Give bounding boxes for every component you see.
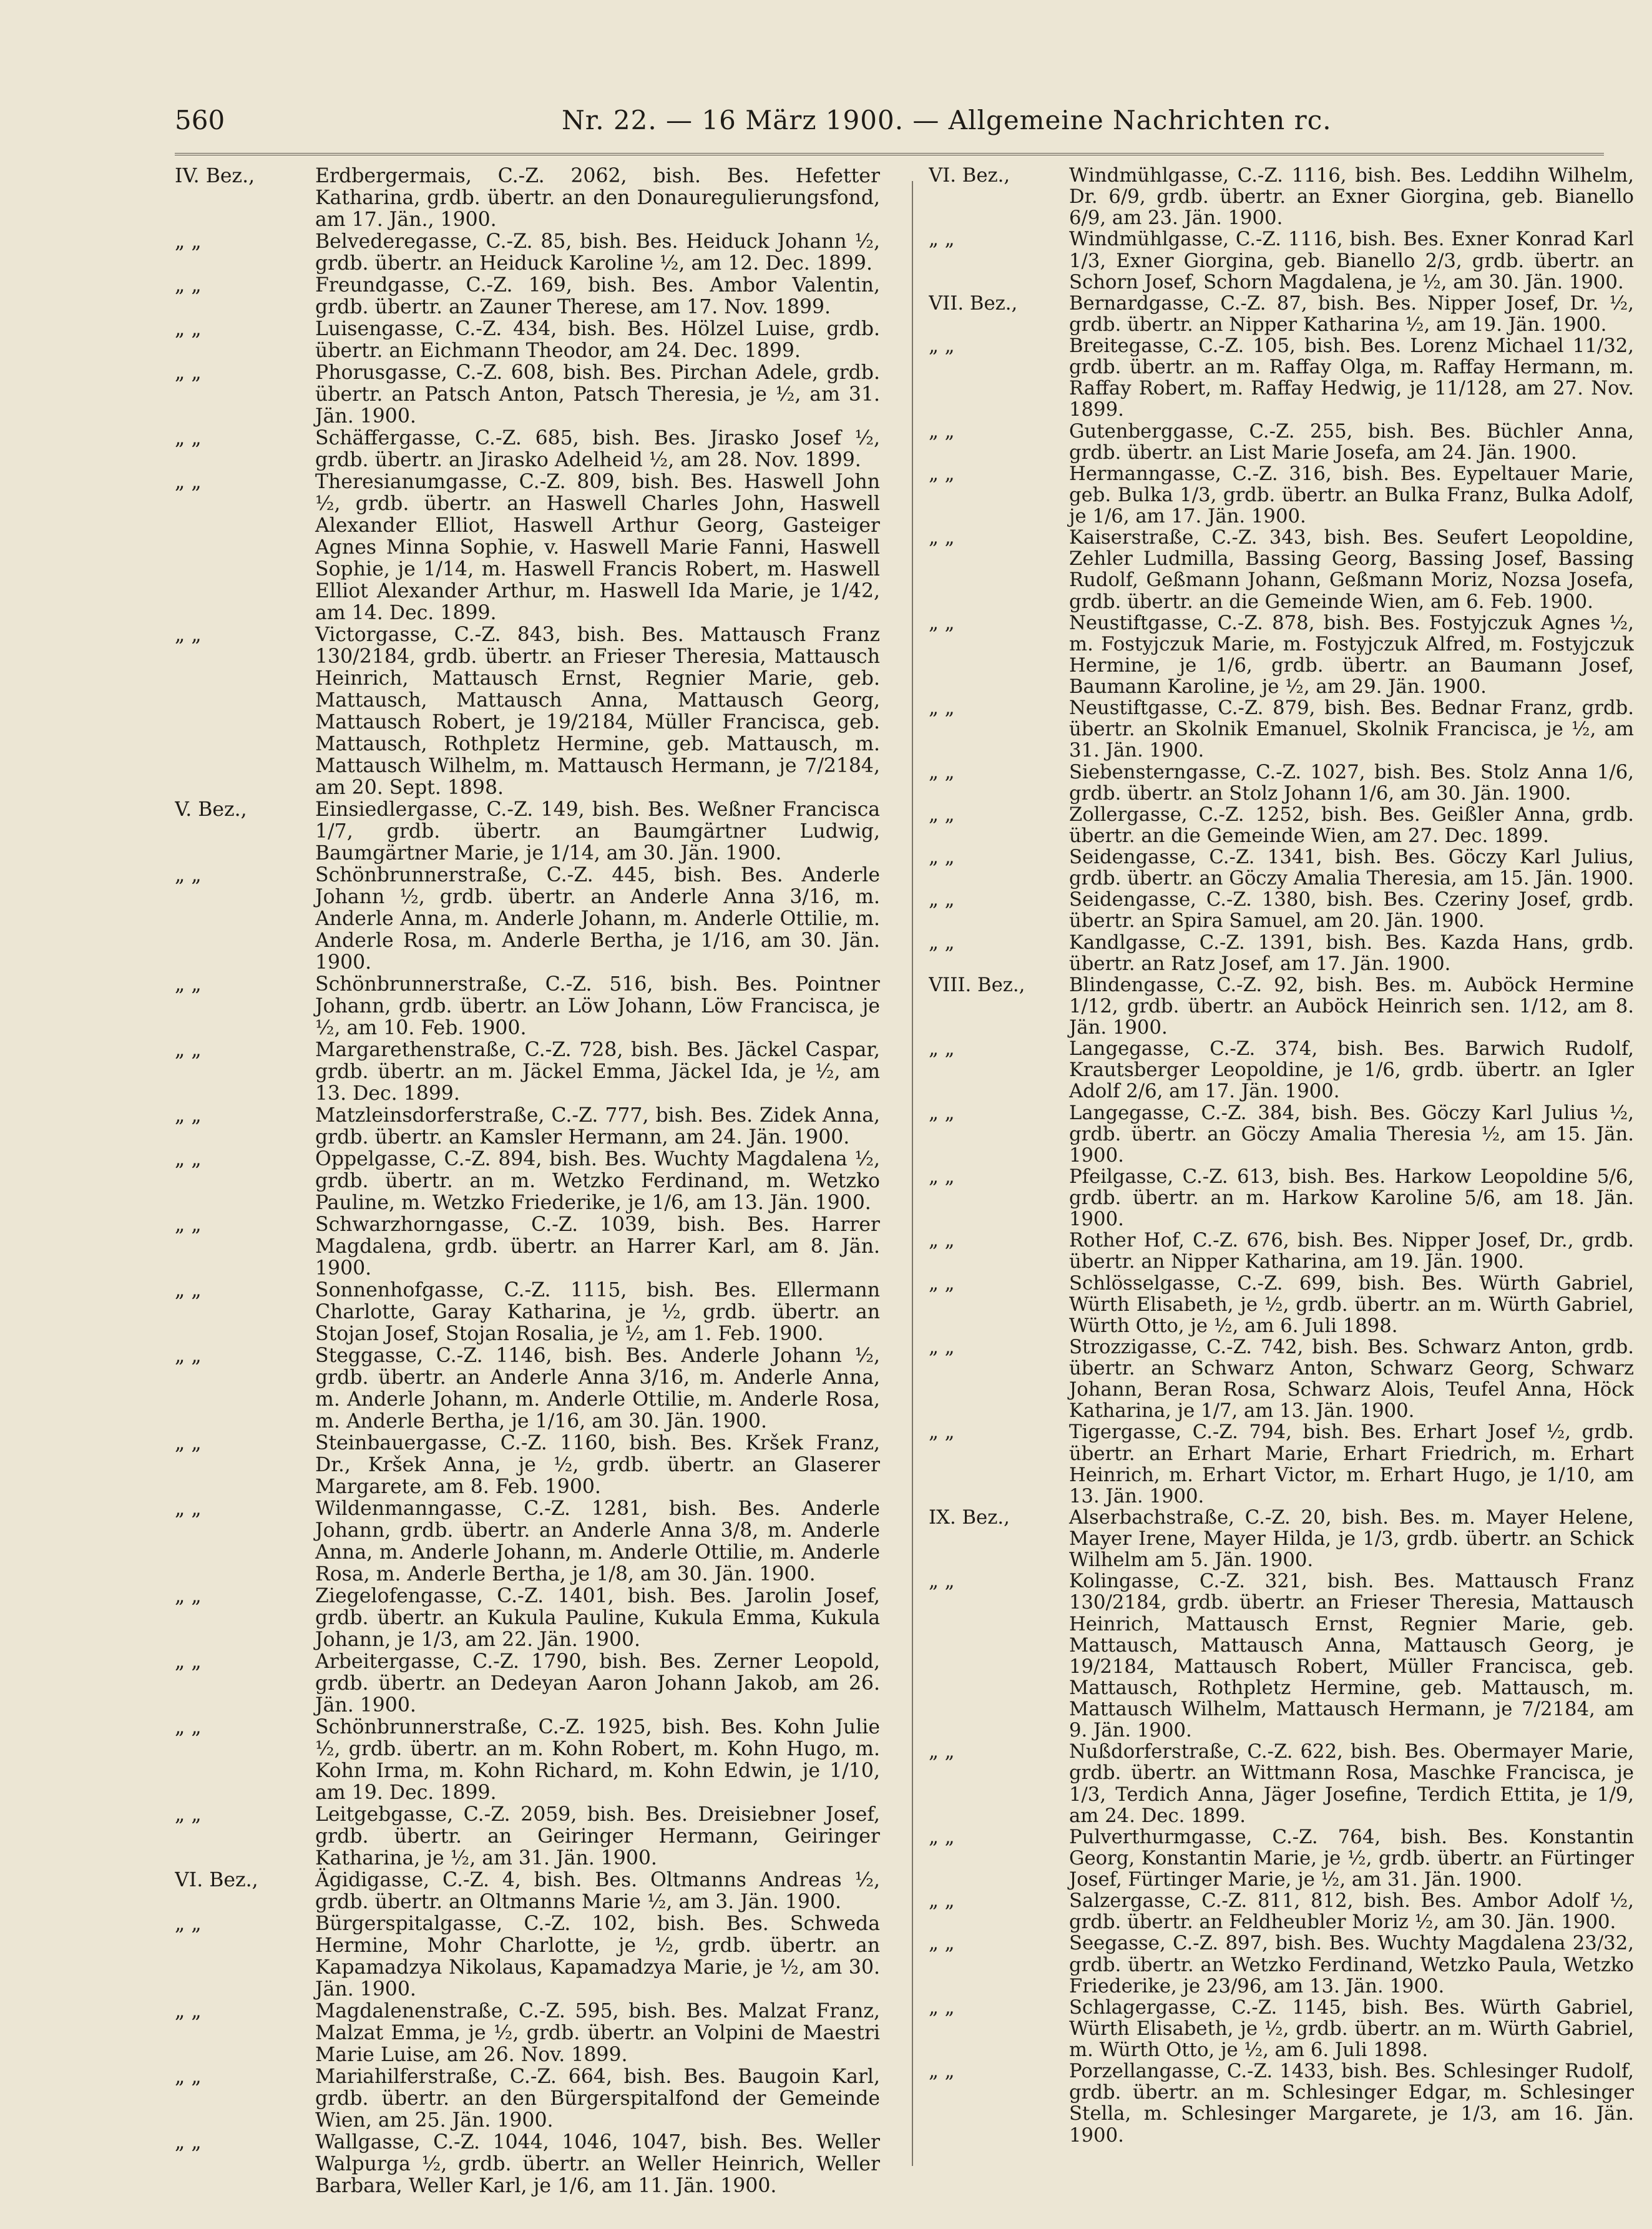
register-entry xyxy=(175,428,880,471)
entry-text: Magdalenenstraße, C.-Z. 595, bish. Bes. Malzat Franz, Malzat Emma, je ½, grdb. übertr. an Volpini de Maestri Marie Luise, am 26. Nov. 1899. xyxy=(315,2000,880,2066)
register-entry xyxy=(175,275,880,318)
district-marker: „ „ xyxy=(175,1279,202,1301)
district-marker: „ „ xyxy=(929,1038,955,1061)
district-marker: „ „ xyxy=(929,1165,955,1188)
district-marker: „ „ xyxy=(929,1421,955,1444)
register-entry xyxy=(929,1571,1634,1742)
register-entry xyxy=(175,1214,880,1280)
entry-text: Schäffergasse, C.-Z. 685, bish. Bes. Jirasko Josef ½, grdb. übertr. an Jirasko Adelheid ½, am 28. Nov. 1899. xyxy=(315,427,880,471)
district-marker: „ „ xyxy=(929,527,955,549)
entry-text: Seidengasse, C.-Z. 1380, bish. Bes. Czeriny Josef, grdb. übertr. an Spira Samuel, am 20. Jän. 1900. xyxy=(1069,889,1634,933)
district-marker: „ „ xyxy=(929,335,955,357)
register-entry xyxy=(929,1337,1634,1423)
district-marker: „ „ xyxy=(175,1585,202,1607)
entry-text: Victorgasse, C.-Z. 843, bish. Bes. Mattausch Franz 130/2184, grdb. übertr. an Frieser Theresia, Mattausch Heinrich, Mattausch Ernst, Regnier Marie, geb. Mattausch, Mattausch Anna, Mattausch Georg, Mattausch Robert, je 19/2184, Müller Francisca, geb. Mattausch, Rothpletz Hermine, geb. Mattausch, m. Mattausch Wilhelm, m. Mattausch Hermann, je 7/2184, am 20. Sept. 1898. xyxy=(315,624,880,799)
register-entry xyxy=(175,1105,880,1149)
entry-text: Erdbergermais, C.-Z. 2062, bish. Bes. Hefetter Katharina, grdb. übertr. an den Donauregulierungsfond, am 17. Jän., 1900. xyxy=(315,165,880,231)
entry-text: Tigergasse, C.-Z. 794, bish. Bes. Erhart Josef ½, grdb. übertr. an Erhart Marie, Erhart Friedrich, m. Erhart Heinrich, m. Erhart Victor, m. Erhart Hugo, je 1/10, am 13. Jän. 1900. xyxy=(1069,1421,1634,1507)
entry-text: Leitgebgasse, C.-Z. 2059, bish. Bes. Dreisiebner Josef, grdb. übertr. an Geiringer Hermann, Geiringer Katharina, je ½, am 31. Jän. 1900. xyxy=(315,1803,880,1869)
entry-text: Ägidigasse, C.-Z. 4, bish. Bes. Oltmanns Andreas ½, grdb. übertr. an Oltmanns Marie ½, am 3. Jän. 1900. xyxy=(315,1869,880,1913)
register-entry xyxy=(175,318,880,362)
entry-text: Luisengasse, C.-Z. 434, bish. Bes. Hölzel Luise, grdb. übertr. an Eichmann Theodor, am 24. Dec. 1899. xyxy=(315,318,880,362)
register-entry xyxy=(175,1039,880,1105)
district-marker: „ „ xyxy=(175,864,202,886)
register-entry xyxy=(175,1345,880,1433)
page-number: 560 xyxy=(175,105,225,135)
district-marker: „ „ xyxy=(929,1741,955,1763)
page-header xyxy=(175,94,1604,137)
district-marker: „ „ xyxy=(175,1913,202,1935)
district-marker: „ „ xyxy=(929,1102,955,1124)
district-marker: „ „ xyxy=(175,1039,202,1061)
register-entry xyxy=(929,1273,1634,1337)
register-entry xyxy=(929,1507,1634,1571)
district-marker: VI. Bez., xyxy=(929,165,1010,187)
register-entry xyxy=(929,1167,1634,1230)
header-rule xyxy=(175,153,1604,155)
entry-text: Porzellangasse, C.-Z. 1433, bish. Bes. Schlesinger Rudolf, grdb. übertr. an m. Schlesinger Edgar, m. Schlesinger Stella, m. Schlesinger Margarete, je 1/3, am 16. Jän. 1900. xyxy=(1069,2060,1634,2147)
district-marker: „ „ xyxy=(929,1890,955,1913)
register-entry xyxy=(929,1891,1634,1933)
register-entry xyxy=(929,527,1634,613)
register-entry xyxy=(175,1717,880,1804)
register-entry xyxy=(929,1103,1634,1167)
entry-text: Salzergasse, C.-Z. 811, 812, bish. Bes. Ambor Adolf ½, grdb. übertr. an Feldheubler Moriz ½, am 30. Jän. 1900. xyxy=(1069,1890,1634,1934)
entry-text: Kolingasse, C.-Z. 321, bish. Bes. Mattausch Franz 130/2184, grdb. übertr. an Frieser Theresia, Mattausch Heinrich, Mattausch Ernst, Regnier Marie, geb. Mattausch, Mattausch Anna, Mattausch Georg, je 19/2184, Mattausch Robert, Müller Francisca, geb. Mattausch, Rothpletz Hermine, geb. Mattausch, m. Mattausch Wilhelm, Mattausch Hermann, je 7/2184, am 9. Jän. 1900. xyxy=(1069,1570,1634,1742)
entry-text: Windmühlgasse, C.-Z. 1116, bish. Bes. Exner Konrad Karl 1/3, Exner Giorgina, geb. Bianello 2/3, grdb. übertr. an Schorn Josef, Schorn Magdalena, je ½, am 30. Jän. 1900. xyxy=(1069,228,1634,293)
register-entry xyxy=(175,2066,880,2132)
district-marker: „ „ xyxy=(929,612,955,634)
register-entry xyxy=(929,933,1634,975)
register-entry xyxy=(175,865,880,974)
district-marker: „ „ xyxy=(929,803,955,826)
district-marker: „ „ xyxy=(175,2131,202,2153)
entry-text: Hermanngasse, C.-Z. 316, bish. Bes. Eypeltauer Marie, geb. Bulka 1/3, grdb. übertr. an Bulka Franz, Bulka Adolf, je 1/6, am 17. Jän. 1900. xyxy=(1069,463,1634,527)
register-entry xyxy=(175,1651,880,1717)
register-entry xyxy=(929,1230,1634,1273)
register-entry xyxy=(175,362,880,428)
entry-text: Theresianumgasse, C.-Z. 809, bish. Bes. Haswell John ½, grdb. übertr. an Haswell Charles John, Haswell Alexander Elliot, Haswell Arthur Georg, Gasteiger Agnes Minna Sophie, v. Haswell Marie Fanni, Haswell Sophie, je 1/14, m. Haswell Francis Robert, m. Haswell Elliot Alexander Arthur, m. Haswell Ida Marie, je 1/42, am 14. Dec. 1899. xyxy=(315,471,880,624)
district-marker: „ „ xyxy=(929,228,955,251)
entry-text: Zollergasse, C.-Z. 1252, bish. Bes. Geißler Anna, grdb. übertr. an die Gemeinde Wien, am 27. Dec. 1899. xyxy=(1069,803,1634,847)
entry-text: Belvederegasse, C.-Z. 85, bish. Bes. Heiduck Johann ½, grdb. übertr. an Heiduck Karoline ½, am 12. Dec. 1899. xyxy=(315,230,880,275)
entry-text: Kaiserstraße, C.-Z. 343, bish. Bes. Seufert Leopoldine, Zehler Ludmilla, Bassing Georg, Bassing Josef, Bassing Rudolf, Geßmann Johann, Geßmann Moriz, Nozsa Josefa, grdb. übertr. an die Gemeinde Wien, am 6. Feb. 1900. xyxy=(1069,527,1634,613)
register-entry xyxy=(175,1280,880,1345)
district-marker: „ „ xyxy=(929,1933,955,1955)
register-entry xyxy=(929,1742,1634,1827)
district-marker: „ „ xyxy=(929,761,955,783)
register-entry xyxy=(929,336,1634,421)
register-entry xyxy=(175,799,880,865)
running-title: Nr. 22. — 16 März 1900. — Allgemeine Nachrichten rc. xyxy=(562,105,1332,135)
register-entry xyxy=(175,1585,880,1651)
entry-text: Schlösselgasse, C.-Z. 699, bish. Bes. Würth Gabriel, Würth Elisabeth, je ½, grdb. übertr. an m. Würth Gabriel, Würth Otto, je ½, am 6. Juli 1898. xyxy=(1069,1272,1634,1337)
entry-text: Siebensterngasse, C.-Z. 1027, bish. Bes. Stolz Anna 1/6, grdb. übertr. an Stolz Johann 1/6, am 30. Jän. 1900. xyxy=(1069,761,1634,805)
entry-text: Schwarzhorngasse, C.-Z. 1039, bish. Bes. Harrer Magdalena, grdb. übertr. an Harrer Karl, am 8. Jän. 1900. xyxy=(315,1213,880,1280)
entry-text: Rother Hof, C.-Z. 676, bish. Bes. Nipper Josef, Dr., grdb. übertr. an Nipper Katharina, am 19. Jän. 1900. xyxy=(1069,1230,1634,1273)
entry-text: Bürgerspitalgasse, C.-Z. 102, bish. Bes. Schweda Hermine, Mohr Charlotte, je ½, grdb. übertr. an Kapamadzya Nikolaus, Kapamadzya Marie, je ½, am 30. Jän. 1900. xyxy=(315,1913,880,2001)
district-marker: „ „ xyxy=(175,318,202,340)
register-entry xyxy=(929,1422,1634,1507)
entry-text: Alserbachstraße, C.-Z. 20, bish. Bes. m. Mayer Helene, Mayer Irene, Mayer Hilda, je 1/3, grdb. übertr. an Schick Wilhelm am 5. Jän. 1900. xyxy=(1069,1506,1634,1572)
district-marker: „ „ xyxy=(929,931,955,954)
district-marker: „ „ xyxy=(175,274,202,296)
entry-text: Wallgasse, C.-Z. 1044, 1046, 1047, bish. Bes. Weller Walpurga ½, grdb. übertr. an Weller Heinrich, Weller Barbara, Weller Karl, je 1/6, am 11. Jän. 1900. xyxy=(315,2131,880,2197)
entry-text: Gutenberggasse, C.-Z. 255, bish. Bes. Büchler Anna, grdb. übertr. an List Marie Josefa, am 24. Jän. 1900. xyxy=(1069,420,1634,464)
district-marker: „ „ xyxy=(929,1336,955,1358)
register-entry xyxy=(175,165,880,231)
register-entry xyxy=(929,698,1634,762)
entry-text: Blindengasse, C.-Z. 92, bish. Bes. m. Auböck Hermine 1/12, grdb. übertr. an Auböck Heinrich sen. 1/12, am 8. Jän. 1900. xyxy=(1069,974,1634,1039)
district-marker: „ „ xyxy=(929,463,955,485)
district-marker: VIII. Bez., xyxy=(929,974,1025,996)
district-marker: „ „ xyxy=(175,1432,202,1454)
entry-text: Seidengasse, C.-Z. 1341, bish. Bes. Göczy Karl Julius, grdb. übertr. an Göczy Amalia Theresia, am 15. Jän. 1900. xyxy=(1069,846,1634,890)
district-marker: „ „ xyxy=(929,1570,955,1593)
entry-text: Langegasse, C.-Z. 374, bish. Bes. Barwich Rudolf, Krautsberger Leopoldine, je 1/6, grdb. übertr. an Igler Adolf 2/6, am 17. Jän. 1900. xyxy=(1069,1038,1634,1103)
register-entry xyxy=(929,165,1634,229)
register-entry xyxy=(929,1933,1634,1997)
district-marker: „ „ xyxy=(175,1650,202,1673)
column-right xyxy=(929,165,1634,2200)
district-marker: „ „ xyxy=(929,846,955,868)
entry-text: Neustiftgasse, C.-Z. 878, bish. Bes. Fostyjczuk Agnes ½, m. Fostyjczuk Marie, m. Fostyjczuk Alfred, m. Fostyjczuk Hermine, je 1/6, grdb. übertr. an Baumann Josef, Baumann Karoline, je ½, am 29. Jän. 1900. xyxy=(1069,612,1634,698)
district-marker: „ „ xyxy=(929,1230,955,1252)
register-entry xyxy=(929,293,1634,336)
register-entry xyxy=(175,1149,880,1214)
district-marker: „ „ xyxy=(175,2065,202,2088)
entry-text: Nußdorferstraße, C.-Z. 622, bish. Bes. Obermayer Marie, grdb. übertr. an Wittmann Rosa, Maschke Francisca, je 1/3, Terdich Anna, Jäger Josefine, Terdich Ettita, je 1/9, am 24. Dec. 1899. xyxy=(1069,1741,1634,1827)
district-marker: IV. Bez., xyxy=(175,165,255,187)
entry-text: Bernardgasse, C.-Z. 87, bish. Bes. Nipper Josef, Dr. ½, grdb. übertr. an Nipper Katharina ½, am 19. Jän. 1900. xyxy=(1069,292,1634,336)
register-entry xyxy=(175,471,880,624)
entry-text: Schlagergasse, C.-Z. 1145, bish. Bes. Würth Gabriel, Würth Elisabeth, je ½, grdb. übertr. an m. Würth Gabriel, m. Würth Otto, je ½, am 6. Juli 1898. xyxy=(1069,1996,1634,2061)
entry-text: Ziegelofengasse, C.-Z. 1401, bish. Bes. Jarolin Josef, grdb. übertr. an Kukula Pauline, Kukula Emma, Kukula Johann, je 1/3, am 22. Jän. 1900. xyxy=(315,1585,880,1651)
district-marker: „ „ xyxy=(929,1826,955,1848)
entry-text: Einsiedlergasse, C.-Z. 149, bish. Bes. Weßner Francisca 1/7, grdb. übertr. an Baumgärtner Ludwig, Baumgärtner Marie, je 1/14, am 30. Jän. 1900. xyxy=(315,798,880,865)
district-marker: „ „ xyxy=(929,2060,955,2083)
district-marker: „ „ xyxy=(175,1148,202,1170)
district-marker: „ „ xyxy=(175,361,202,384)
entry-text: Steggasse, C.-Z. 1146, bish. Bes. Anderle Johann ½, grdb. übertr. an Anderle Anna 3/16, m. Anderle Anna, m. Anderle Johann, m. Anderle Ottilie, m. Anderle Rosa, m. Anderle Bertha, je 1/16, am 30. Jän. 1900. xyxy=(315,1345,880,1433)
register-entry xyxy=(929,975,1634,1039)
district-marker: „ „ xyxy=(175,973,202,996)
register-entry xyxy=(929,1039,1634,1102)
district-marker: VI. Bez., xyxy=(175,1869,258,1891)
district-marker: „ „ xyxy=(175,1497,202,1520)
district-marker: „ „ xyxy=(175,427,202,449)
entry-text: Arbeitergasse, C.-Z. 1790, bish. Bes. Zerner Leopold, grdb. übertr. an Dedeyan Aaron Johann Jakob, am 26. Jän. 1900. xyxy=(315,1650,880,1717)
entry-text: Mariahilferstraße, C.-Z. 664, bish. Bes. Baugoin Karl, grdb. übertr. an den Bürgerspitalfond der Gemeinde Wien, am 25. Jän. 1900. xyxy=(315,2065,880,2132)
district-marker: „ „ xyxy=(175,1213,202,1236)
district-marker: „ „ xyxy=(929,697,955,720)
register-entry xyxy=(929,613,1634,698)
district-marker: V. Bez., xyxy=(175,798,247,821)
district-marker: „ „ xyxy=(929,889,955,911)
register-entry xyxy=(929,805,1634,847)
entry-text: Neustiftgasse, C.-Z. 879, bish. Bes. Bednar Franz, grdb. übertr. an Skolnik Emanuel, Skolnik Francisca, je ½, am 31. Jän. 1900. xyxy=(1069,697,1634,762)
entry-text: Schönbrunnerstraße, C.-Z. 445, bish. Bes. Anderle Johann ½, grdb. übertr. an Anderle Anna 3/16, m. Anderle Anna, m. Anderle Johann, m. Anderle Ottilie, m. Anderle Rosa, m. Anderle Bertha, je 1/16, am 30. Jän. 1900. xyxy=(315,864,880,974)
register-entry xyxy=(175,1804,880,1869)
district-marker: „ „ xyxy=(175,1716,202,1738)
entry-text: Windmühlgasse, C.-Z. 1116, bish. Bes. Leddihn Wilhelm, Dr. 6/9, grdb. übertr. an Exner Giorgina, geb. Bianello 6/9, am 23. Jän. 1900. xyxy=(1069,165,1634,230)
register-entry xyxy=(175,1498,880,1585)
entry-text: Freundgasse, C.-Z. 169, bish. Bes. Ambor Valentin, grdb. übertr. an Zauner Therese, am 17. Nov. 1899. xyxy=(315,274,880,318)
entry-text: Pfeilgasse, C.-Z. 613, bish. Bes. Harkow Leopoldine 5/6, grdb. übertr. an m. Harkow Karoline 5/6, am 18. Jän. 1900. xyxy=(1069,1165,1634,1231)
register-entry xyxy=(929,847,1634,889)
entry-text: Matzleinsdorferstraße, C.-Z. 777, bish. Bes. Zidek Anna, grdb. übertr. an Kamsler Hermann, am 24. Jän. 1900. xyxy=(315,1104,880,1149)
register-entry xyxy=(929,421,1634,464)
register-entry xyxy=(929,464,1634,527)
district-marker: „ „ xyxy=(929,1996,955,2019)
register-entry xyxy=(929,889,1634,932)
entry-text: Wildenmanngasse, C.-Z. 1281, bish. Bes. Anderle Johann, grdb. übertr. an Anderle Anna 3/8, m. Anderle Anna, m. Anderle Johann, m. Anderle Ottilie, m. Anderle Rosa, m. Anderle Bertha, je 1/8, am 30. Jän. 1900. xyxy=(315,1497,880,1585)
district-marker: VII. Bez., xyxy=(929,292,1018,315)
entry-text: Schönbrunnerstraße, C.-Z. 1925, bish. Bes. Kohn Julie ½, grdb. übertr. an m. Kohn Robert, m. Kohn Hugo, m. Kohn Irma, m. Kohn Richard, m. Kohn Edwin, je 1/10, am 19. Dec. 1899. xyxy=(315,1716,880,1804)
district-marker: „ „ xyxy=(929,420,955,443)
register-entry xyxy=(929,762,1634,805)
entry-text: Langegasse, C.-Z. 384, bish. Bes. Göczy Karl Julius ½, grdb. übertr. an Göczy Amalia Theresia ½, am 15. Jän. 1900. xyxy=(1069,1102,1634,1167)
register-entry xyxy=(175,231,880,275)
register-entry xyxy=(175,2132,880,2197)
district-marker: „ „ xyxy=(175,1345,202,1367)
column-left xyxy=(175,165,880,2200)
register-entry xyxy=(175,1869,880,1913)
entry-text: Oppelgasse, C.-Z. 894, bish. Bes. Wuchty Magdalena ½, grdb. übertr. an m. Wetzko Ferdinand, m. Wetzko Pauline, m. Wetzko Friederike, je 1/6, am 13. Jän. 1900. xyxy=(315,1148,880,1214)
district-marker: IX. Bez., xyxy=(929,1506,1010,1529)
entry-text: Seegasse, C.-Z. 897, bish. Bes. Wuchty Magdalena 23/32, grdb. übertr. an Wetzko Ferdinand, Wetzko Paula, Wetzko Friederike, je 23/96, am 13. Jän. 1900. xyxy=(1069,1933,1634,1997)
register-entry xyxy=(175,974,880,1039)
district-marker: „ „ xyxy=(175,230,202,253)
register-entry xyxy=(175,2001,880,2066)
entry-text: Kandlgasse, C.-Z. 1391, bish. Bes. Kazda Hans, grdb. übertr. an Ratz Josef, am 17. Jän. 1900. xyxy=(1069,931,1634,975)
entry-text: Phorusgasse, C.-Z. 608, bish. Bes. Pirchan Adele, grdb. übertr. an Patsch Anton, Patsch Theresia, je ½, am 31. Jän. 1900. xyxy=(315,361,880,428)
district-marker: „ „ xyxy=(175,1803,202,1826)
register-entry xyxy=(175,1913,880,2001)
register-entry xyxy=(929,1997,1634,2061)
district-marker: „ „ xyxy=(175,2000,202,2022)
district-marker: „ „ xyxy=(175,471,202,493)
district-marker: „ „ xyxy=(175,624,202,646)
register-entry xyxy=(175,624,880,799)
entry-text: Pulverthurmgasse, C.-Z. 764, bish. Bes. Konstantin Georg, Konstantin Marie, je ½, grdb. übertr. an Fürtinger Josef, Fürtinger Marie, je ½, am 31. Jän. 1900. xyxy=(1069,1826,1634,1891)
entry-text: Margarethenstraße, C.-Z. 728, bish. Bes. Jäckel Caspar, grdb. übertr. an m. Jäckel Emma, Jäckel Ida, je ½, am 13. Dec. 1899. xyxy=(315,1039,880,1105)
district-marker: „ „ xyxy=(175,1104,202,1127)
register-entry xyxy=(175,1433,880,1498)
column-divider xyxy=(912,181,913,2166)
entry-text: Strozzigasse, C.-Z. 742, bish. Bes. Schwarz Anton, grdb. übertr. an Schwarz Anton, Schwarz Georg, Schwarz Johann, Beran Rosa, Schwarz Alois, Teufel Anna, Höck Katharina, je 1/7, am 13. Jän. 1900. xyxy=(1069,1336,1634,1423)
entry-text: Sonnenhofgasse, C.-Z. 1115, bish. Bes. Ellermann Charlotte, Garay Katharina, je ½, grdb. übertr. an Stojan Josef, Stojan Rosalia, je ½, am 1. Feb. 1900. xyxy=(315,1279,880,1345)
register-entry xyxy=(929,2061,1634,2147)
entry-text: Breitegasse, C.-Z. 105, bish. Bes. Lorenz Michael 11/32, grdb. übertr. an m. Raffay Olga, m. Raffay Hermann, m. Raffay Robert, m. Raffay Hedwig, je 11/128, am 27. Nov. 1899. xyxy=(1069,335,1634,421)
register-entry xyxy=(929,1827,1634,1891)
register-entry xyxy=(929,229,1634,293)
district-marker: „ „ xyxy=(929,1272,955,1295)
entry-text: Schönbrunnerstraße, C.-Z. 516, bish. Bes. Pointner Johann, grdb. übertr. an Löw Johann, Löw Francisca, je ½, am 10. Feb. 1900. xyxy=(315,973,880,1039)
entry-text: Steinbauergasse, C.-Z. 1160, bish. Bes. Kršek Franz, Dr., Kršek Anna, je ½, grdb. übertr. an Glaserer Margarete, am 8. Feb. 1900. xyxy=(315,1432,880,1498)
